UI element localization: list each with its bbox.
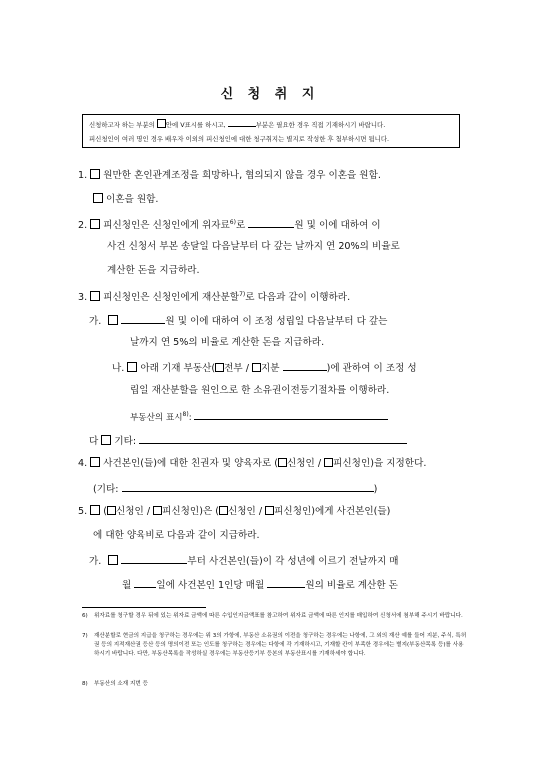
support-amount-field[interactable] bbox=[267, 577, 305, 588]
property-description-field[interactable] bbox=[194, 409, 388, 420]
item-3: 3. 피신청인은 신청인에게 재산분할$^{7)}$로 다음과 같이 이행하라. bbox=[78, 291, 351, 304]
item-4: 4. 사건본인(들)에 대한 친권자 및 양육자로 ( 신청인 / 피신청인)을 지정한다. bbox=[78, 458, 427, 469]
checkbox-item-3c[interactable] bbox=[101, 435, 111, 445]
item-4-line-2: (기타: ) bbox=[93, 481, 377, 496]
item-2: 2. 피신청인은 신청인에게 위자료$^{6)}$로 원 및 이에 대하여 이 bbox=[78, 219, 381, 232]
item-3a-line-2: 날까지 연 5%의 비율로 계산한 돈을 지급하라. bbox=[130, 337, 325, 348]
item-5: 5. ( 신청인 / 피신청인)은 ( 신청인 / 피신청인)에게 사건본인(들) bbox=[78, 506, 391, 517]
item-3b-line-2: 립일 재산분할을 원인으로 한 소유권이전등기절차를 이행하라. bbox=[130, 385, 390, 396]
checkbox-payee-petitioner[interactable] bbox=[219, 506, 228, 515]
footnote-divider bbox=[82, 607, 206, 608]
checkbox-item-1[interactable] bbox=[90, 169, 100, 179]
item-1b: 이혼을 원함. bbox=[93, 193, 158, 206]
item-1: 1. 원만한 혼인관계조정을 희망하나, 협의되지 않을 경우 이혼을 원함. bbox=[78, 170, 381, 181]
checkbox-example-icon bbox=[157, 119, 166, 128]
item-5a-line-2: 월 일에 사건본인 1인당 매월 원의 비율로 계산한 돈 bbox=[122, 577, 398, 592]
custody-other-field[interactable] bbox=[122, 481, 374, 492]
checkbox-payer-petitioner[interactable] bbox=[107, 506, 116, 515]
checkbox-item-3[interactable] bbox=[90, 291, 100, 301]
footnote-8: 8) 부동산의 소재 지번 등 bbox=[82, 681, 148, 687]
share-ratio-field[interactable] bbox=[283, 360, 327, 371]
checkbox-item-4[interactable] bbox=[90, 457, 100, 467]
instruction-line-2: 피신청인이 여러 명인 경우 배우자 이외의 피신청인에 대한 청구취지는 별지로 작성한 후 첨부하시면 됩니다. bbox=[89, 135, 390, 143]
checkbox-share[interactable] bbox=[252, 363, 261, 372]
footnote-7: 7) 재산분할로 현금의 지급을 청구하는 경우에는 위 3의 가항에, 부동산 소유권의 이전을 청구하는 경우에는 나항에, 그 외의 재산 예를 들어 지분, 주식, 특허권 등의 지적재산권 등산 등의 명의이전 또는 인도를 청구하는 경우에는 다항에 각 기재하시고, 기재할 칸이 부족한 경우에는 별지(부동산목록 등)를 사용하시기 바랍니다. 다만, 부동산목록을 작성하실 경우에는 부동산등기부 등본의 부동산표시를 기재하세야 합니다. bbox=[82, 633, 467, 657]
checkbox-item-1b[interactable] bbox=[93, 193, 103, 203]
property-cash-amount-field[interactable] bbox=[121, 313, 165, 324]
item-2-line-3: 계산한 돈을 지급하라. bbox=[107, 265, 200, 276]
alimony-amount-field[interactable] bbox=[248, 217, 294, 228]
checkbox-payee-respondent[interactable] bbox=[265, 506, 274, 515]
checkbox-custody-respondent[interactable] bbox=[324, 458, 333, 467]
item-3c: 다 기타: bbox=[89, 433, 407, 448]
page-title: 신 청 취 지 bbox=[220, 87, 320, 102]
checkbox-item-3a[interactable] bbox=[108, 315, 118, 325]
checkbox-item-2[interactable] bbox=[90, 219, 100, 229]
checkbox-item-5[interactable] bbox=[90, 505, 100, 515]
checkbox-payer-respondent[interactable] bbox=[153, 506, 162, 515]
checkbox-custody-petitioner[interactable] bbox=[278, 458, 287, 467]
blank-example bbox=[228, 119, 256, 127]
item-3b-line-3: 부동산의 표시$^{8)}$: bbox=[130, 408, 388, 425]
support-day-field[interactable] bbox=[134, 577, 156, 588]
item-2-line-2: 사건 신청서 부본 송달일 다음날부터 다 갚는 날까지 연 20%의 비율로 bbox=[107, 241, 400, 252]
footnote-6: 6) 위자료를 청구할 경우 뒤에 있는 위자료 금액에 따른 수입인지금액표를 참고하여 위자료 금액에 따른 인지를 매입하여 신청서에 첨부해 주시기 바랍니다. bbox=[82, 613, 463, 619]
item-3b: 나. 아래 기재 부동산( 전부 / 지분 )에 관하여 이 조정 성 bbox=[112, 360, 417, 375]
item-3a: 가. 원 및 이에 대하여 이 조정 성립일 다음날부터 다 갚는 bbox=[89, 313, 387, 328]
instruction-box bbox=[82, 114, 460, 148]
checkbox-item-3b[interactable] bbox=[127, 362, 137, 372]
instruction-line-1: 신청하고자 하는 부분의 안에 V표시를 하시고, 부분은 필요한 경우 직접 기재하시기 바랍니다. bbox=[89, 121, 386, 129]
checkbox-item-5a[interactable] bbox=[108, 555, 118, 565]
checkbox-whole[interactable] bbox=[215, 363, 224, 372]
item-5a: 가. 부터 사건본인(들)이 각 성년에 이르기 전날까지 매 bbox=[89, 553, 399, 568]
other-property-field[interactable] bbox=[139, 433, 407, 444]
item-5-line-2: 에 대한 양육비로 다음과 같이 지급하라. bbox=[93, 530, 260, 541]
support-start-date-field[interactable] bbox=[121, 553, 187, 564]
